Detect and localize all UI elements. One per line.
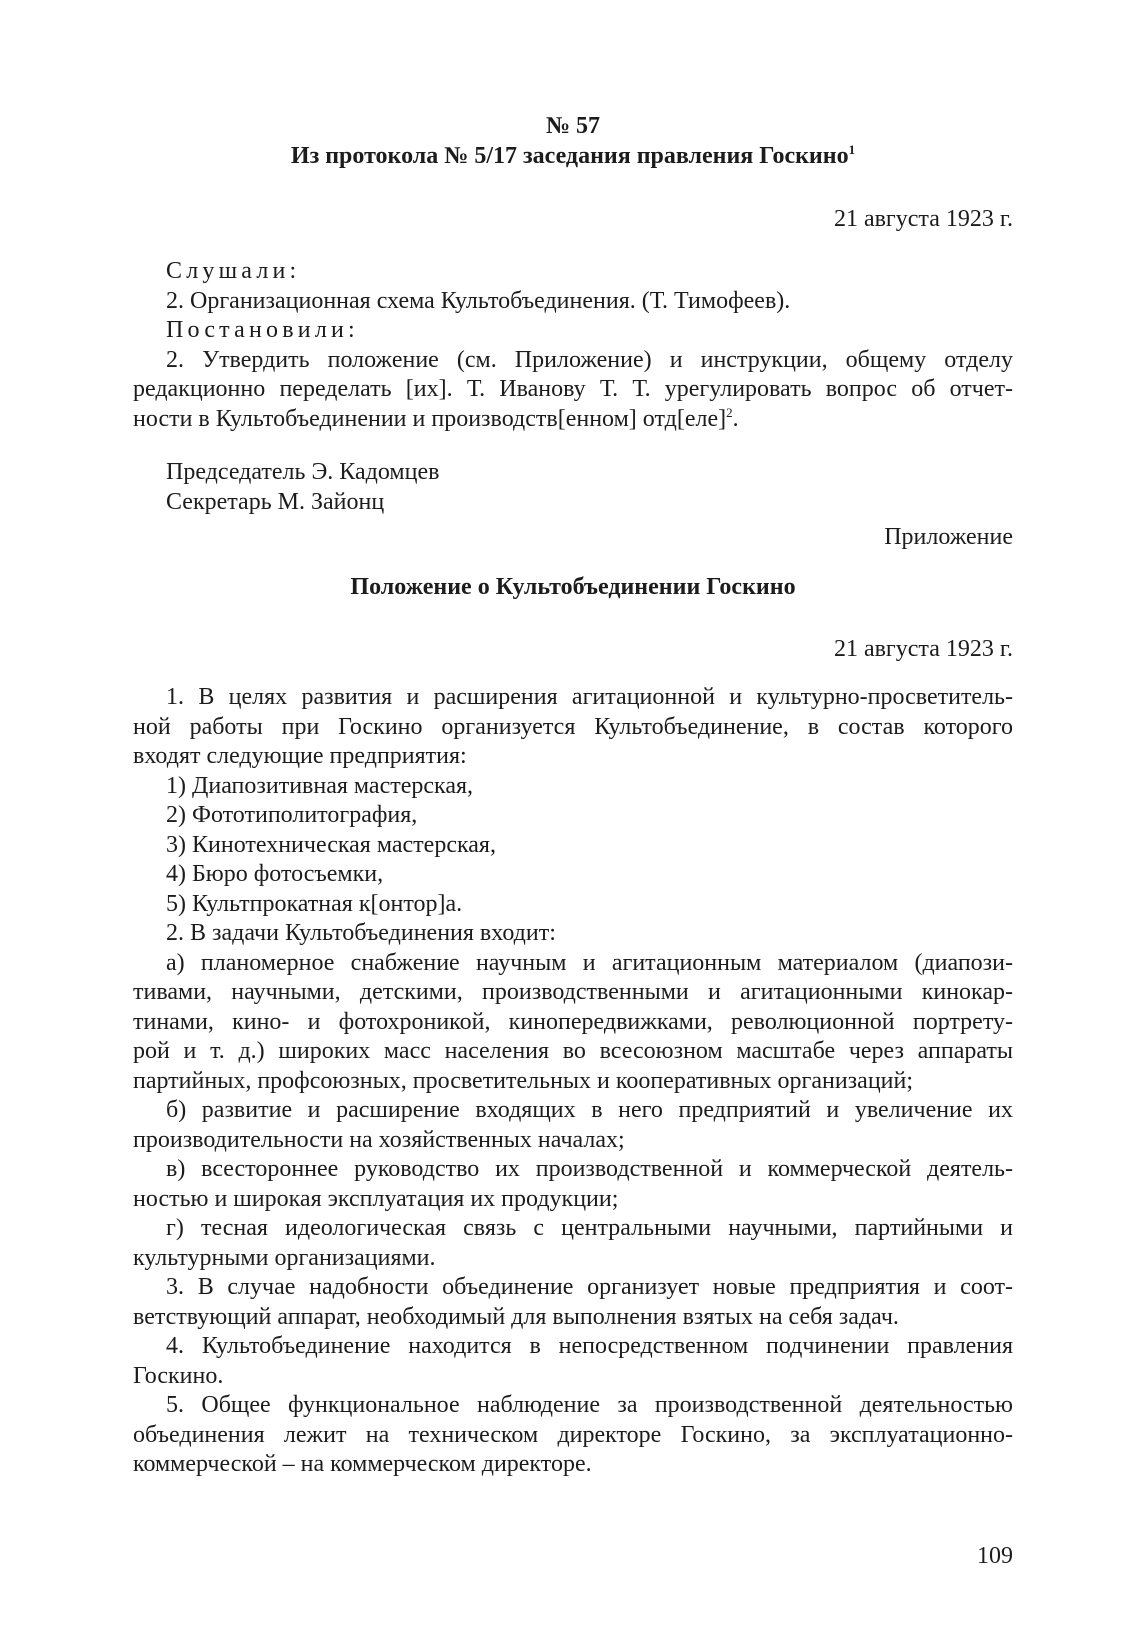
resolved-last-text: ности в Культобъединении и производств[енном] отд[еле] xyxy=(133,405,727,432)
resolved-label: Постановили: xyxy=(166,317,359,343)
appendix-date: 21 августа 1923 г. xyxy=(833,636,1013,662)
document-title xyxy=(133,142,1013,172)
document-number: № 57 xyxy=(545,113,601,139)
body-line: 5) Культпрокатная к[онтор]а. xyxy=(166,890,463,917)
title-footnote-ref: 1 xyxy=(848,142,856,157)
resolved-footnote-ref: 2 xyxy=(726,404,733,420)
body-line: 5. Общее функциональное наблюдение за производственной деятельностью xyxy=(166,1392,1013,1418)
body-line: партийных, профсоюзных, просветительных и кооперативных организаций; xyxy=(133,1067,914,1094)
resolved-line: редакционно переделать [их]. Т. Иванову Т. Т. урегулировать вопрос об отчет- xyxy=(133,376,1013,402)
body-line: 3) Кинотехническая мастерская, xyxy=(166,831,496,858)
body-line: 2. В задачи Культобъединения входит: xyxy=(166,920,556,946)
body-line: входят следующие предприятия: xyxy=(133,743,467,769)
body-line: в) всестороннее руководство их производственной и коммерческой деятель- xyxy=(166,1156,1013,1182)
body-line: 4) Бюро фотосъемки, xyxy=(166,861,384,887)
body-line: г) тесная идеологическая связь с центральными научными, партийными и xyxy=(166,1215,1013,1241)
document-date: 21 августа 1923 г. xyxy=(833,206,1013,232)
secretary-signature: Секретарь М. Зайонц xyxy=(166,488,385,515)
body-line: а) планомерное снабжение научным и агитационным материалом (диапози- xyxy=(166,949,1013,976)
chairman-signature: Председатель Э. Кадомцев xyxy=(166,459,440,485)
body-line: ностью и широкая эксплуатация их продукции; xyxy=(133,1185,619,1212)
resolved-line-last xyxy=(133,405,1013,435)
resolved-line: 2. Утвердить положение (см. Приложение) и инструкции, общему отделу xyxy=(166,346,1013,373)
body-line: 1. В целях развития и расширения агитационной и культурно-просветитель- xyxy=(166,684,1013,710)
body-line: б) развитие и расширение входящих в него предприятий и увеличение их xyxy=(166,1097,1013,1123)
body-line: ветствующий аппарат, необходимый для выполнения взятых на себя задач. xyxy=(133,1303,899,1330)
signatures xyxy=(133,458,1013,517)
body-line: производительности на хозяйственных началах; xyxy=(133,1126,625,1153)
body-line: тивами, научными, детскими, производственными и агитационными кинокар- xyxy=(133,979,1013,1005)
body-line: 3. В случае надобности объединение организует новые предприятия и соот- xyxy=(166,1274,1013,1300)
body-line: объединения лежит на техническом директоре Госкино, за эксплуатационно- xyxy=(133,1421,1013,1448)
appendix-label: Приложение xyxy=(884,524,1013,550)
resolved-end: . xyxy=(732,405,739,432)
body-line: Госкино. xyxy=(133,1362,224,1389)
body-line: культурными организациями. xyxy=(133,1244,436,1271)
body-line: 1) Диапозитивная мастерская, xyxy=(166,772,474,799)
body-line: 4. Культобъединение находится в непосредственном подчинении правления xyxy=(166,1333,1013,1359)
document-title-text: Из протокола № 5/17 заседания правления Госкино xyxy=(290,143,849,169)
heard-item: 2. Организационная схема Культобъединения. (Т. Тимофеев). xyxy=(166,287,791,314)
appendix-title: Положение о Культобъединении Госкино xyxy=(350,574,796,600)
body-line: 2) Фототиполитография, xyxy=(166,802,418,828)
protocol-section xyxy=(133,257,1013,434)
page-number: 109 xyxy=(977,1543,1013,1569)
heard-label: Слушали: xyxy=(166,258,301,284)
body-line: рой и т. д.) широких масс населения во всесоюзном масштабе через аппараты xyxy=(133,1038,1013,1064)
appendix-body xyxy=(133,683,1013,1480)
body-line: коммерческой – на коммерческом директоре. xyxy=(133,1451,592,1477)
body-line: ной работы при Госкино организуется Культобъединение, в состав которого xyxy=(133,713,1013,740)
body-line: тинами, кино- и фотохроникой, кинопередвижками, революционной портрету- xyxy=(133,1008,1013,1035)
